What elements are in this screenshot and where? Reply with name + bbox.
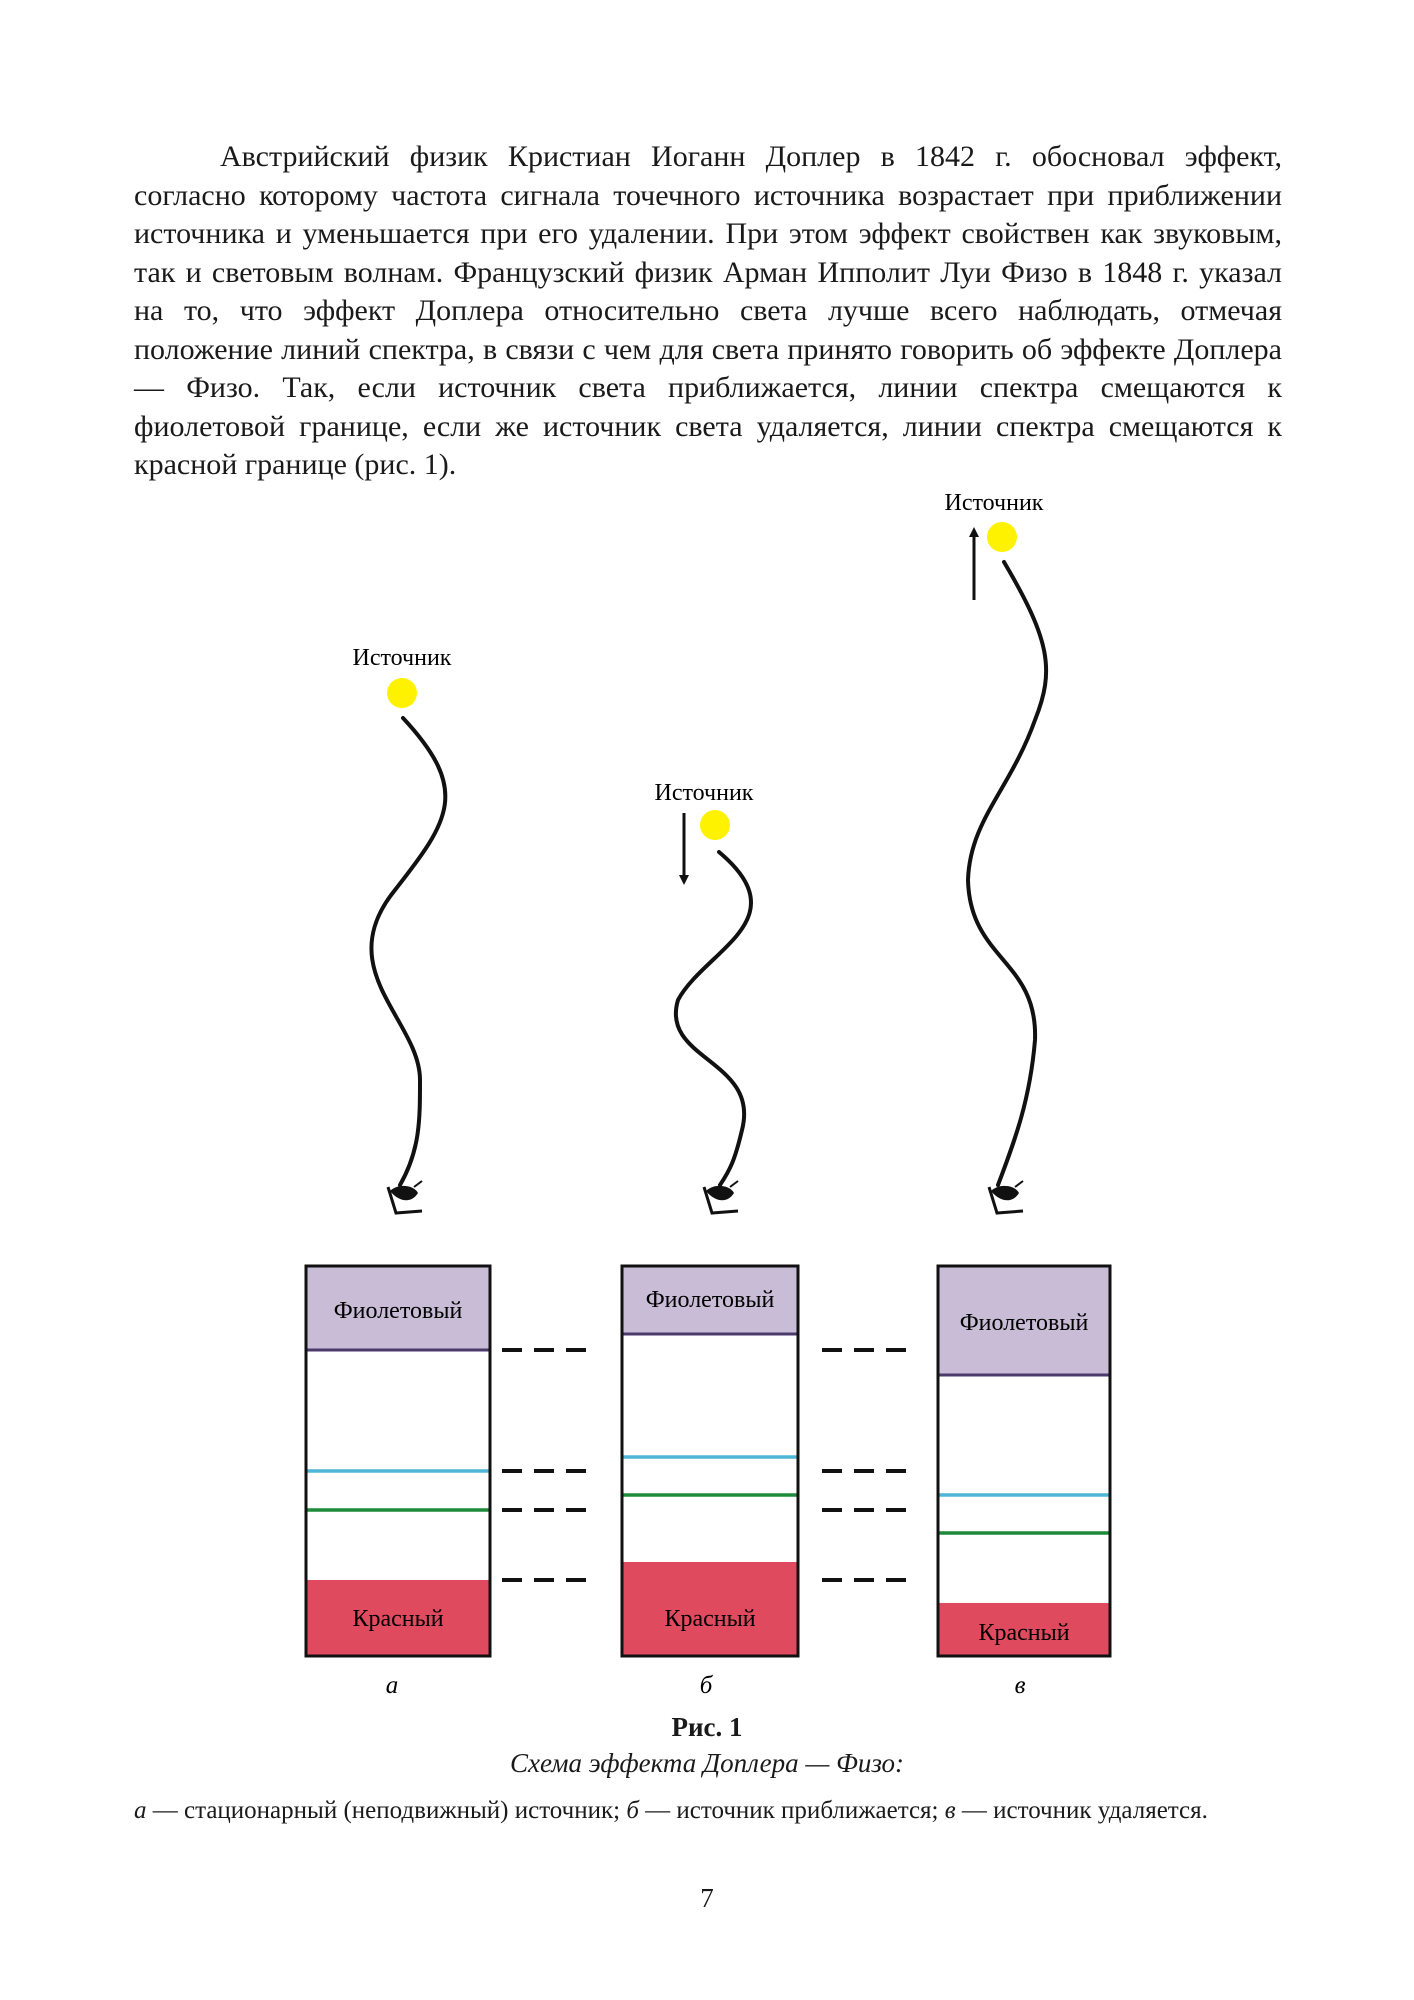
source-dot-b: [700, 810, 730, 840]
source-label-a: Источник: [352, 645, 452, 671]
legend-text-c: — источник удаляется.: [955, 1797, 1208, 1824]
panel-c-source-group: [945, 490, 1047, 1185]
panel-letter-b: б: [699, 1672, 713, 1699]
source-label-c: Источник: [944, 490, 1044, 516]
spectrum-panel-b: [622, 1266, 798, 1699]
figure-legend: [134, 1794, 1282, 1828]
light-wave-a: [371, 718, 445, 1185]
source-dot-c: [987, 522, 1017, 552]
legend-letter-a: а: [134, 1797, 147, 1824]
figure-number: Рис. 1: [671, 1712, 743, 1742]
red-label-b: Красный: [664, 1606, 756, 1632]
source-label-b: Источник: [654, 780, 754, 806]
light-wave-c: [968, 562, 1046, 1185]
eye-icon-c: [989, 1181, 1023, 1213]
violet-label-a: Фиолетовый: [333, 1298, 463, 1324]
red-label-a: Красный: [352, 1606, 444, 1632]
panel-a-source-group: [353, 645, 452, 1185]
source-dot-a: [387, 678, 417, 708]
violet-label-b: Фиолетовый: [645, 1287, 775, 1313]
legend-letter-c: в: [944, 1797, 956, 1824]
panel-letter-a: а: [385, 1672, 399, 1699]
legend-text-b: — источник приближается;: [638, 1797, 945, 1824]
red-label-c: Красный: [978, 1620, 1070, 1646]
panel-letter-c: в: [1014, 1672, 1026, 1699]
body-paragraph: Австрийский физик Кристиан Иоганн Доплер в 1842 г. обосновал эффект, согласно которому частота сигнала точечного источника возрастает при приближении источника и уменьшается при его удалении. При этом эффект свойствен как звуковым, так и световым волнам. Французский физик Арман Ипполит Луи Физо в 1848 г. указал на то, что эффект Доплера относительно света лучше всего наблюдать, отмечая положение линий спектра, в связи с чем для света принято говорить об эффекте Доплера — Физо. Так, если источник света приближается, линии спектра смещаются к фиолетовой границе, если же источник света удаляется, линии спектра смещаются к красной границе (рис. 1).: [134, 140, 1282, 481]
eye-icon-a: [388, 1181, 422, 1213]
page-number: 7: [700, 1883, 714, 1913]
violet-label-c: Фиолетовый: [959, 1310, 1089, 1336]
dashed-connectors: [502, 1350, 918, 1580]
legend-letter-b: б: [626, 1797, 639, 1824]
light-wave-b: [676, 852, 751, 1185]
spectrum-panel-a: [306, 1266, 490, 1699]
spectrum-panel-c: [938, 1266, 1110, 1699]
figure-title: Схема эффекта Доплера — Физо:: [509, 1748, 904, 1778]
legend-text-a: — стационарный (неподвижный) источник;: [146, 1797, 627, 1824]
panel-b-source-group: [655, 780, 754, 1185]
